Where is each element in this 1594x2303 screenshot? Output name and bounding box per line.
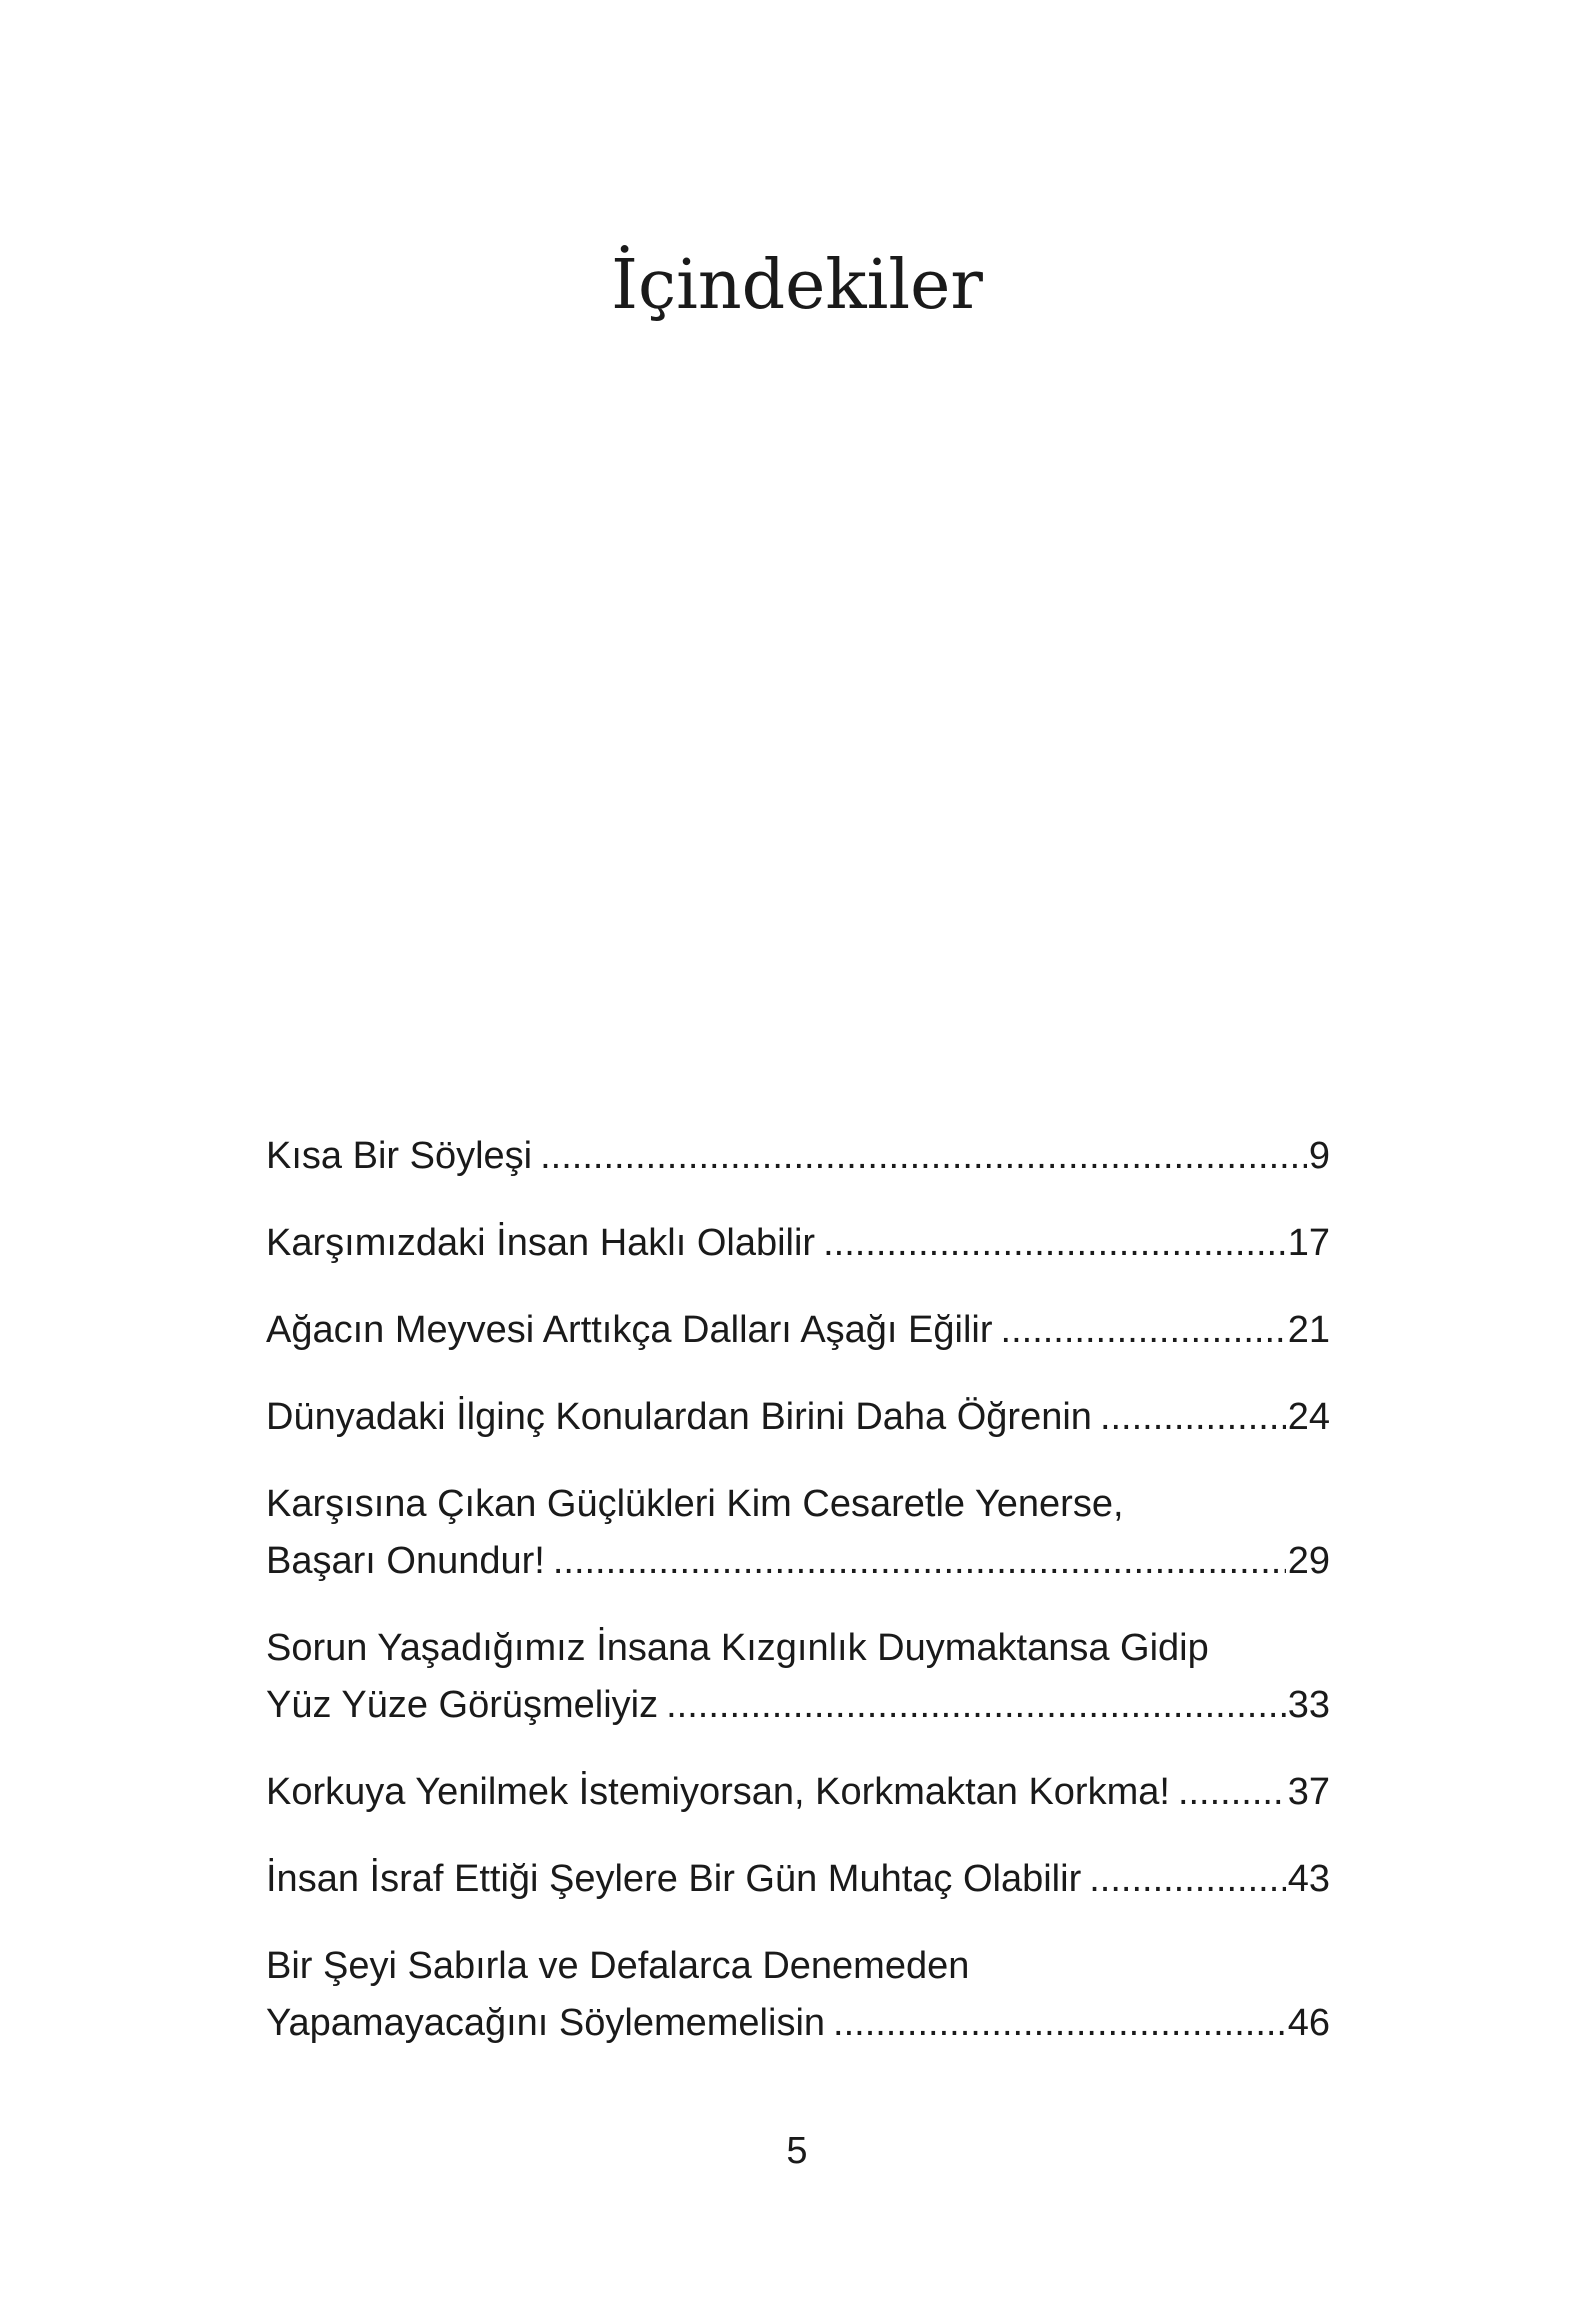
toc-entry-title-line: Karşısına Çıkan Güçlükleri Kim Cesaretle Yenerse, [266,1483,1124,1525]
toc-entry-title: İnsan İsraf Ettiği Şeylere Bir Gün Muhtaç Olabilir [266,1858,1082,1900]
dot-leader [993,1302,1286,1359]
toc-entry [266,1764,1330,1821]
toc-entry-title: Yapamayacağını Söylememelisin [266,2002,826,2044]
toc-entry [266,1620,1330,1734]
toc-entry [266,1389,1330,1446]
dot-leader [815,1215,1286,1272]
toc-line [266,1128,1330,1185]
dot-leader [658,1677,1286,1734]
toc-line [266,1995,1330,2052]
toc-line [266,1851,1330,1908]
toc-entry [266,1128,1330,1185]
dot-leader [1092,1389,1286,1446]
table-of-contents [266,1128,1330,2082]
toc-line [266,1764,1330,1821]
toc-entry-title: Karşımızdaki İnsan Haklı Olabilir [266,1222,816,1264]
toc-entry-title: Başarı Onundur! [266,1540,545,1582]
toc-entry-page: 21 [1287,1309,1330,1351]
dot-leader [1081,1851,1286,1908]
toc-line [266,1215,1330,1272]
toc-entry-page: 9 [1308,1135,1330,1177]
toc-line [266,1533,1330,1590]
dot-leader [1170,1764,1286,1821]
toc-line [266,1389,1330,1446]
toc-entry-page: 17 [1287,1222,1330,1264]
dot-leader [545,1533,1286,1590]
toc-entry-page: 29 [1287,1540,1330,1582]
toc-entry [266,1476,1330,1590]
toc-line [266,1302,1330,1359]
toc-entry-title: Kısa Bir Söyleşi [266,1135,533,1177]
toc-entry-page: 43 [1287,1858,1330,1900]
toc-entry [266,1302,1330,1359]
toc-entry-title: Dünyadaki İlginç Konulardan Birini Daha Öğrenin [266,1396,1092,1438]
page-number: 5 [786,2130,808,2172]
toc-entry [266,1215,1330,1272]
toc-entry-title-line: Sorun Yaşadığımız İnsana Kızgınlık Duymaktansa Gidip [266,1627,1209,1669]
toc-entry-page: 24 [1287,1396,1330,1438]
toc-entry-page: 33 [1287,1684,1330,1726]
dot-leader [825,1995,1286,2052]
toc-entry [266,1851,1330,1908]
toc-entry [266,1938,1330,2052]
toc-entry-page: 37 [1287,1771,1330,1813]
toc-entry-page: 46 [1287,2002,1330,2044]
toc-line [266,1677,1330,1734]
toc-entry-title: Yüz Yüze Görüşmeliyiz [266,1684,659,1726]
toc-entry-title: Ağacın Meyvesi Arttıkça Dalları Aşağı Eğilir [266,1309,993,1351]
toc-entry-title: Korkuya Yenilmek İstemiyorsan, Korkmaktan Korkma! [266,1771,1170,1813]
toc-entry-title-line: Bir Şeyi Sabırla ve Defalarca Denemeden [266,1945,970,1987]
dot-leader [532,1128,1307,1185]
page-title: İçindekiler [611,246,983,325]
